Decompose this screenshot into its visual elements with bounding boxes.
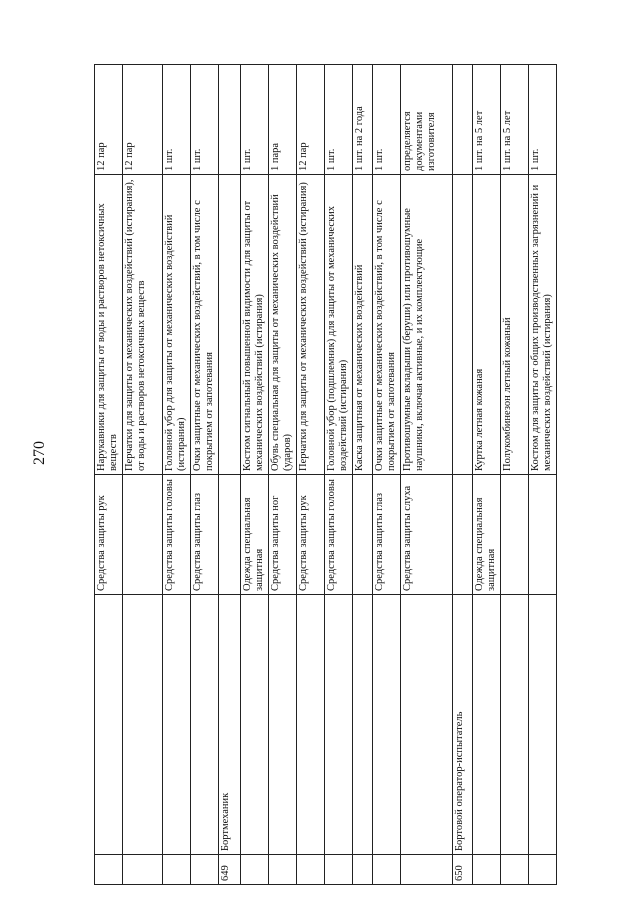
cell-profession: [529, 595, 557, 855]
cell-type: [219, 475, 241, 595]
table-row: [269, 65, 297, 885]
cell-type: Одежда специальная защитная: [473, 475, 501, 595]
table-row: [325, 65, 353, 885]
cell-norm: 12 пар: [297, 65, 325, 175]
cell-norm: 1 шт.: [163, 65, 191, 175]
table-row: [191, 65, 219, 885]
table-row: [297, 65, 325, 885]
table-row: [373, 65, 401, 885]
cell-type: Одежда специальная защитная: [241, 475, 269, 595]
cell-num: [401, 855, 453, 885]
cell-num: [501, 855, 529, 885]
cell-item: Головной убор для защиты от механических воздействий (истирания): [163, 175, 191, 475]
cell-type: Средства защиты головы: [325, 475, 353, 595]
cell-item: Каска защитная от механических воздействий: [353, 175, 373, 475]
cell-profession: Бортмеханик: [219, 595, 241, 855]
cell-num: [297, 855, 325, 885]
cell-profession: [123, 595, 163, 855]
cell-num: [123, 855, 163, 885]
cell-type: [353, 475, 373, 595]
table-row: [95, 65, 123, 885]
table-row: [529, 65, 557, 885]
cell-type: [123, 475, 163, 595]
table-row: [401, 65, 453, 885]
cell-norm: 1 шт.: [325, 65, 353, 175]
cell-profession: [95, 595, 123, 855]
cell-num: [241, 855, 269, 885]
cell-num: [373, 855, 401, 885]
ppe-norms-table-container: [94, 65, 557, 885]
cell-item: Полукомбинезон летный кожаный: [501, 175, 529, 475]
cell-norm: 1 шт.: [191, 65, 219, 175]
table-row: [453, 65, 473, 885]
cell-norm: 1 шт. на 5 лет: [473, 65, 501, 175]
table-row: [353, 65, 373, 885]
cell-type: Средства защиты ног: [269, 475, 297, 595]
cell-num: [163, 855, 191, 885]
cell-norm: [219, 65, 241, 175]
cell-type: Средства защиты слуха: [401, 475, 453, 595]
table-row: [219, 65, 241, 885]
cell-norm: 1 шт.: [529, 65, 557, 175]
cell-norm: 1 шт. на 5 лет: [501, 65, 529, 175]
cell-type: Средства защиты рук: [297, 475, 325, 595]
cell-num: [325, 855, 353, 885]
cell-norm: 12 пар: [123, 65, 163, 175]
cell-norm: определяется документами изготовителя: [401, 65, 453, 175]
cell-profession: Бортовой оператор-испытатель: [453, 595, 473, 855]
cell-num: 649: [219, 855, 241, 885]
cell-item: [219, 175, 241, 475]
cell-num: [191, 855, 219, 885]
cell-item: Перчатки для защиты от механических воздействий (истирания): [297, 175, 325, 475]
cell-item: Нарукавники для защиты от воды и растворов нетоксичных веществ: [95, 175, 123, 475]
cell-num: [95, 855, 123, 885]
cell-num: [269, 855, 297, 885]
cell-profession: [401, 595, 453, 855]
cell-norm: 1 шт.: [241, 65, 269, 175]
page-number: 270: [31, 441, 48, 465]
cell-norm: 1 пара: [269, 65, 297, 175]
cell-item: Очки защитные от механических воздействий, в том числе с покрытием от запотевания: [191, 175, 219, 475]
cell-norm: 1 шт.: [373, 65, 401, 175]
cell-item: Костюм для защиты от общих производственных загрязнений и механических воздействий (истирания): [529, 175, 557, 475]
cell-profession: [501, 595, 529, 855]
cell-profession: [473, 595, 501, 855]
cell-type: Средства защиты рук: [95, 475, 123, 595]
cell-norm: 1 шт. на 2 года: [353, 65, 373, 175]
cell-profession: [353, 595, 373, 855]
cell-item: Перчатки для защиты от механических воздействий (истирания), от воды и растворов нетоксичных веществ: [123, 175, 163, 475]
table-row: [501, 65, 529, 885]
table-body: [95, 65, 557, 885]
cell-item: Противошумные вкладыши (беруши) или противошумные наушники, включая активные, и их комплектующие: [401, 175, 453, 475]
cell-profession: [241, 595, 269, 855]
cell-profession: [325, 595, 353, 855]
cell-item: Очки защитные от механических воздействий, в том числе с покрытием от запотевания: [373, 175, 401, 475]
cell-profession: [269, 595, 297, 855]
cell-type: Средства защиты глаз: [373, 475, 401, 595]
cell-item: Куртка летная кожаная: [473, 175, 501, 475]
table-row: [123, 65, 163, 885]
cell-num: [473, 855, 501, 885]
table-row: [241, 65, 269, 885]
cell-num: [529, 855, 557, 885]
cell-norm: 12 пар: [95, 65, 123, 175]
cell-item: Костюм сигнальный повышенной видимости для защиты от механических воздействий (истирания): [241, 175, 269, 475]
cell-norm: [453, 65, 473, 175]
table-row: [473, 65, 501, 885]
cell-type: [529, 475, 557, 595]
cell-type: [453, 475, 473, 595]
table-row: [163, 65, 191, 885]
cell-item: Обувь специальная для защиты от механических воздействий (ударов): [269, 175, 297, 475]
cell-item: [453, 175, 473, 475]
cell-type: [501, 475, 529, 595]
cell-profession: [373, 595, 401, 855]
ppe-norms-table: [94, 64, 557, 885]
cell-num: [353, 855, 373, 885]
cell-profession: [191, 595, 219, 855]
cell-profession: [163, 595, 191, 855]
cell-type: Средства защиты глаз: [191, 475, 219, 595]
cell-item: Головной убор (подшлемник) для защиты от механических воздействий (истирания): [325, 175, 353, 475]
cell-num: 650: [453, 855, 473, 885]
cell-profession: [297, 595, 325, 855]
cell-type: Средства защиты головы: [163, 475, 191, 595]
